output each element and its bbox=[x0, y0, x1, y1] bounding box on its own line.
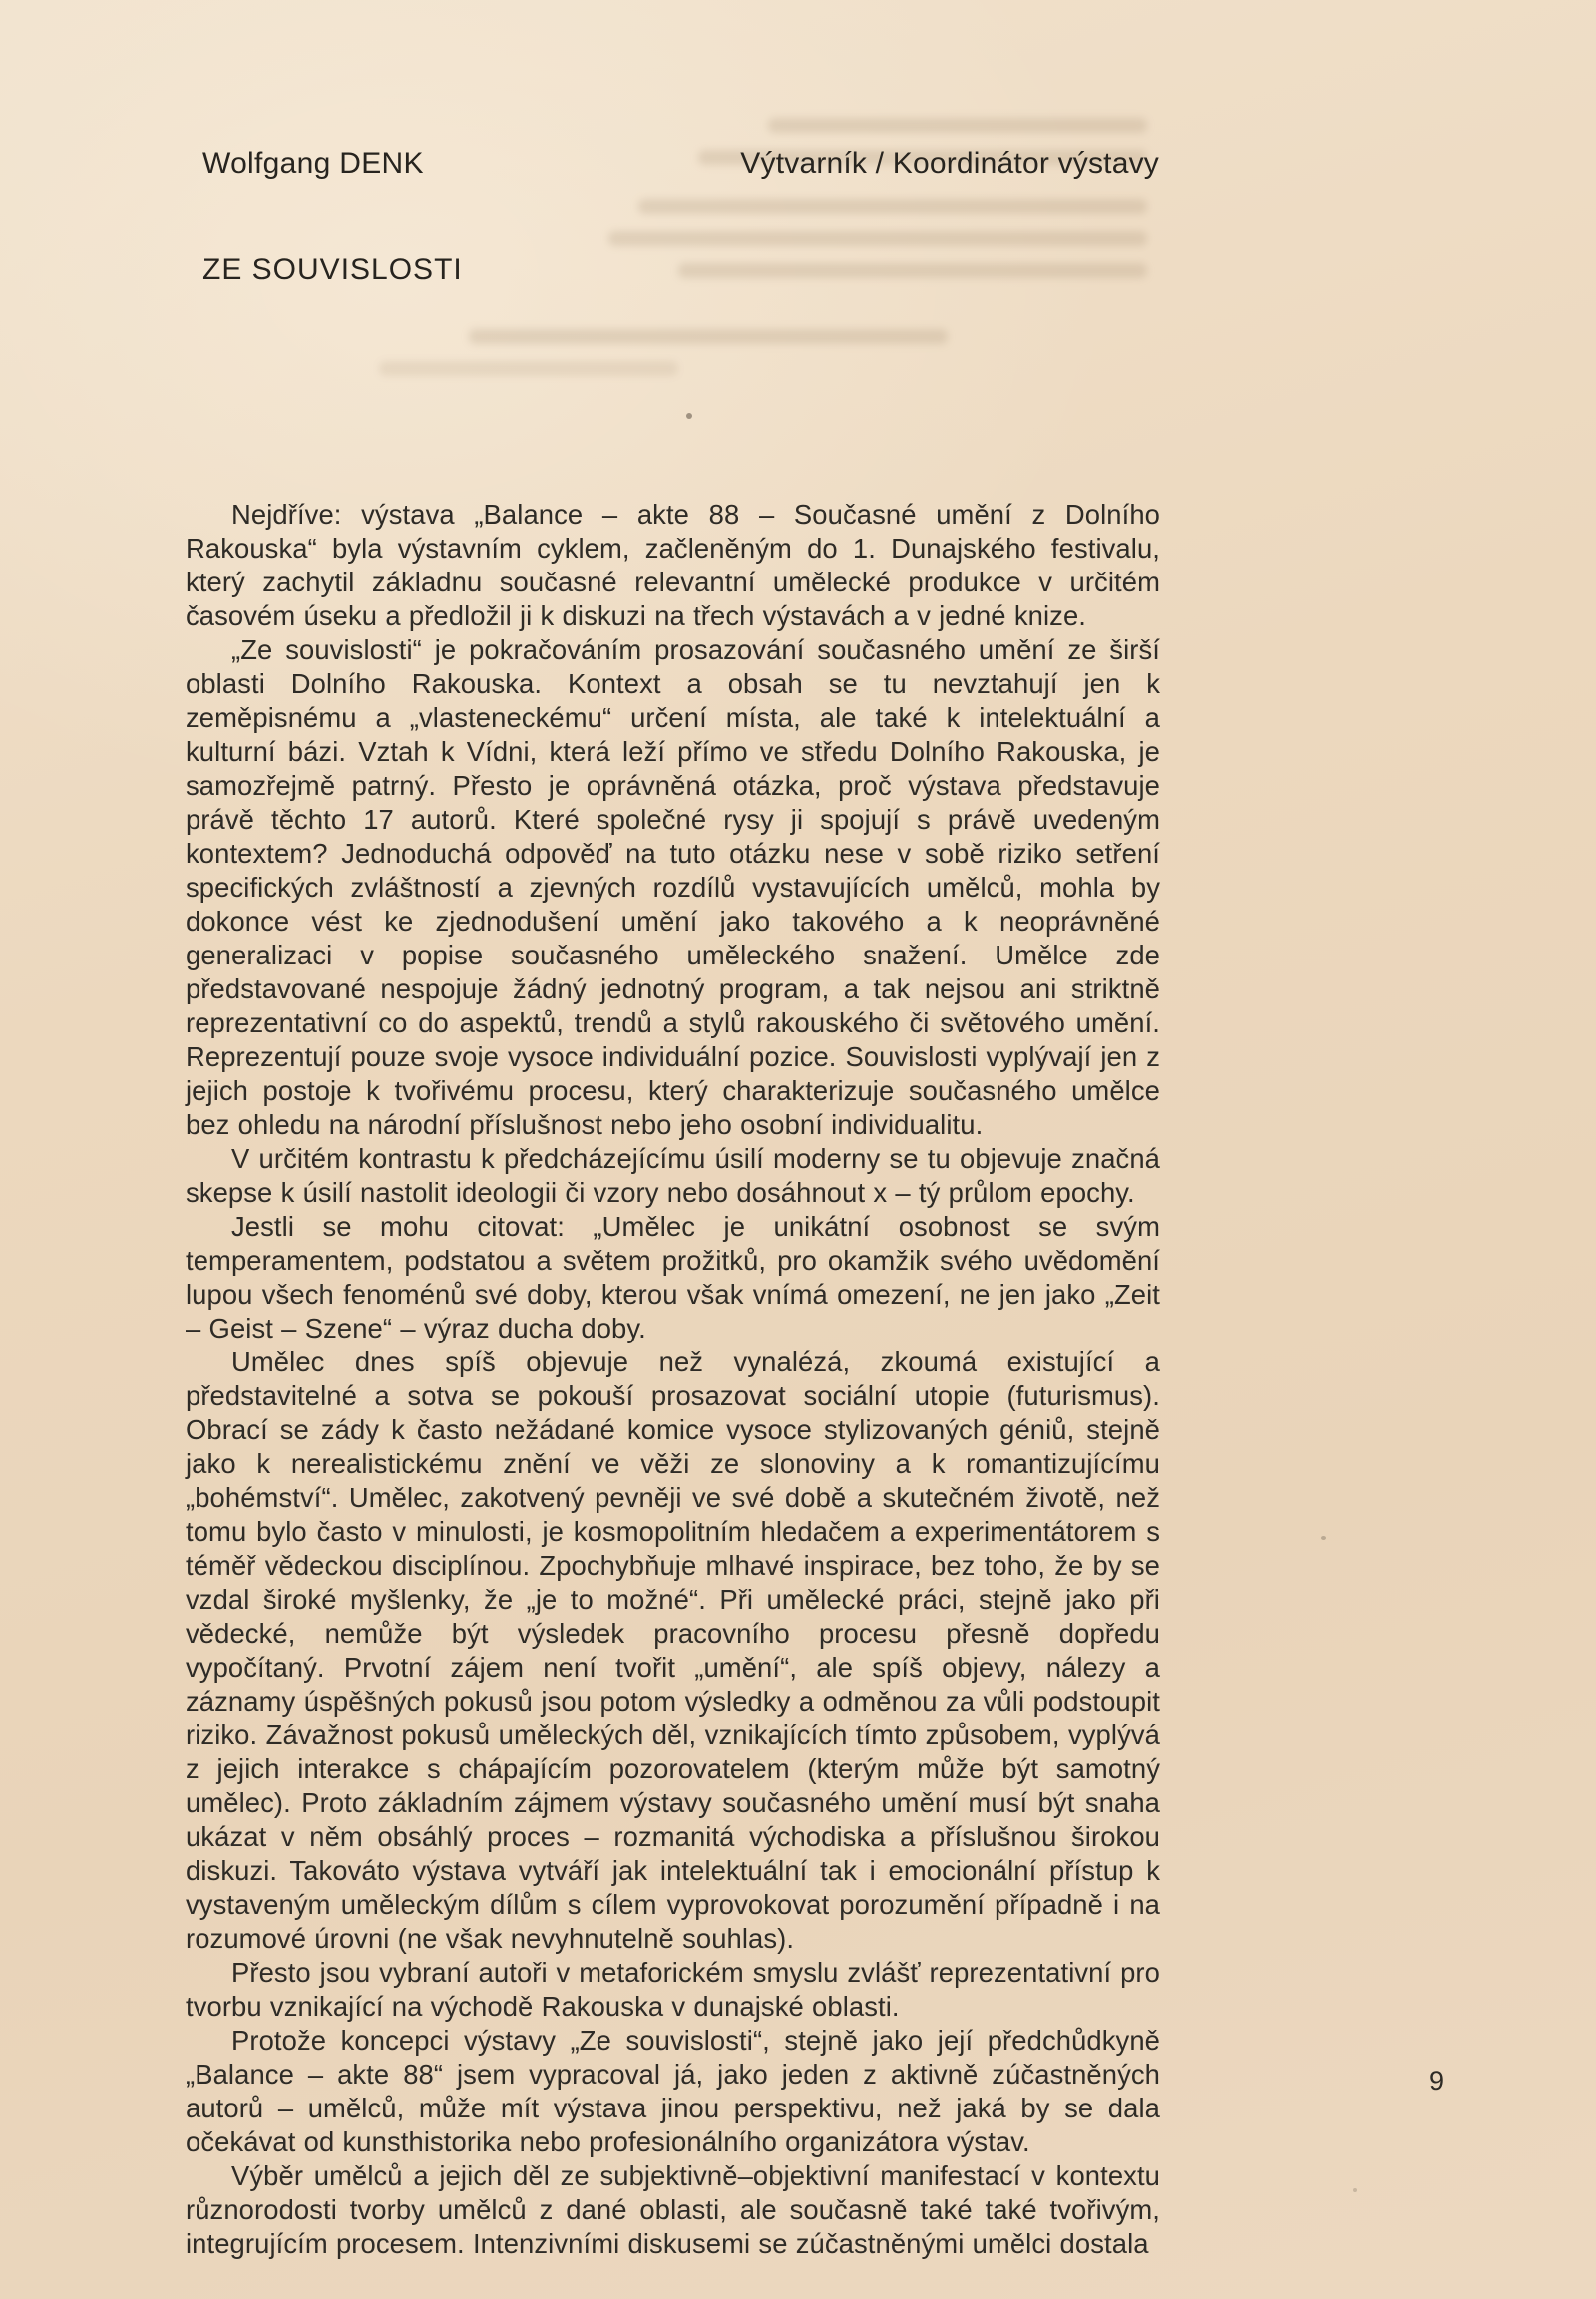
paper-speck bbox=[1321, 1536, 1326, 1540]
paragraph: Protože koncepci výstavy „Ze souvislosti“, stejně jako její předchůdkyně „Balance – akte 88“ jsem vypracoval já, jako jeden z aktivně zúčastněných autorů – umělců, může mít výstava jinou perspektivu, než jaká by se dala očekávat od kunsthistorika nebo profesionálního organizátora výstav. bbox=[186, 2025, 1160, 2157]
paragraph: Nejdříve: výstava „Balance – akte 88 – Současné umění z Dolního Rakouska“ byla výstavním cyklem, začleněným do 1. Dunajského festivalu, který zachytil základnu současné relevantní umělecké produkce v určitém časovém úseku a předložil ji k diskuzi na třech výstavách a v jedné knize. bbox=[186, 499, 1160, 631]
showthrough-line bbox=[608, 231, 1147, 246]
author-name: Wolfgang DENK bbox=[202, 147, 424, 180]
page-number: 9 bbox=[1429, 2066, 1445, 2096]
author-role: Výtvarník / Koordinátor výstavy bbox=[740, 147, 1159, 180]
body-text bbox=[186, 498, 1160, 2261]
showthrough-line bbox=[638, 199, 1147, 214]
showthrough-line bbox=[469, 329, 948, 344]
paragraph: Výběr umělců a jejich děl ze subjektivně–objektivní manifestací v kontextu různorodosti tvorby umělců z dané oblasti, ale současně také také tvořivým, integrujícím procesem. Intenzivními diskusemi se zúčastněnými umělci dostala bbox=[186, 2160, 1160, 2259]
paragraph: Umělec dnes spíš objevuje než vynalézá, zkoumá existující a představitelné a sotva se pokouší prosazovat sociální utopie (futurismus). Obrací se zády k často nežádané komice vysoce stylizovaných géniů, stejně jako k nerealistickému znění ve věži ze slonoviny a k romantizujícímu „bohémství“. Umělec, zakotvený pevněji ve své době a skutečném životě, než tomu bylo často v minulosti, je kosmopolitním hledačem a experimentátorem s téměř vědeckou disciplínou. Zpochybňuje mlhavé inspirace, bez toho, že by se vzdal široké myšlenky, že „je to možné“. Při umělecké práci, stejně jako při vědecké, nemůže být výsledek pracovního procesu přesně dopředu vypočítaný. Prvotní zájem není tvořit „umění“, ale spíš objevy, nálezy a záznamy úspěšných pokusů jsou potom výsledky a odměnou za vůli podstoupit riziko. Závažnost pokusů uměleckých děl, vznikajících tímto způsobem, vyplývá z jejich interakce s chápajícím pozorovatelem (kterým může být samotný umělec). Proto základním zájmem výstavy současného umění musí být snaha ukázat v něm obsáhlý proces – rozmanitá východiska a příslušnou širokou diskuzi. Takováto výstava vytváří jak intelektuální tak i emocionální přístup k vystaveným uměleckým dílům s cílem vyprovokovat porozumění případně i na rozumové úrovni (ne však nevyhnutelně souhlas). bbox=[186, 1346, 1160, 1954]
paragraph: V určitém kontrastu k předcházejícímu úsilí moderny se tu objevuje značná skepse k úsilí nastolit ideologii či vzory nebo dosáhnout x – tý průlom epochy. bbox=[186, 1143, 1160, 1208]
paragraph: Jestli se mohu citovat: „Umělec je unikátní osobnost se svým temperamentem, podstatou a světem prožitků, pro okamžik svého uvědomění lupou všech fenoménů své doby, kterou však vnímá omezení, ne jen jako „Zeit – Geist – Szene“ – výraz ducha doby. bbox=[186, 1211, 1160, 1343]
paper-speck bbox=[1353, 2188, 1357, 2192]
showthrough-line bbox=[678, 263, 1147, 278]
showthrough-line bbox=[768, 118, 1147, 133]
page-title: ZE SOUVISLOSTI bbox=[202, 253, 463, 286]
showthrough-line bbox=[379, 361, 678, 376]
paper-speck bbox=[686, 413, 692, 419]
paragraph: Přesto jsou vybraní autoři v metaforickém smyslu zvlášť reprezentativní pro tvorbu vznikající na východě Rakouska v dunajské oblasti. bbox=[186, 1957, 1160, 2022]
paragraph: „Ze souvislosti“ je pokračováním prosazování současného umění ze širší oblasti Dolního Rakouska. Kontext a obsah se tu nevztahují jen k zeměpisnému a „vlasteneckému“ určení místa, ale také k intelektuální a kulturní bázi. Vztah k Vídni, která leží přímo ve středu Dolního Rakouska, je samozřejmě patrný. Přesto je oprávněná otázka, proč výstava představuje právě těchto 17 autorů. Které společné rysy ji spojují s právě uvedeným kontextem? Jednoduchá odpověď na tuto otázku nese v sobě riziko setření specifických zvláštností a zjevných rozdílů vystavujících umělců, mohla by dokonce vést ke zjednodušení umění jako takového a k neoprávněné generalizaci v popise současného uměleckého snažení. Umělce zde představované nespojuje žádný jednotný program, a tak nejsou ani striktně reprezentativní co do aspektů, trendů a stylů rakouského či světového umění. Reprezentují pouze svoje vysoce individuální pozice. Souvislosti vyplývají jen z jejich postoje k tvořivému procesu, který charakterizuje současného umělce bez ohledu na národní příslušnost nebo jeho osobní individualitu. bbox=[186, 634, 1160, 1140]
